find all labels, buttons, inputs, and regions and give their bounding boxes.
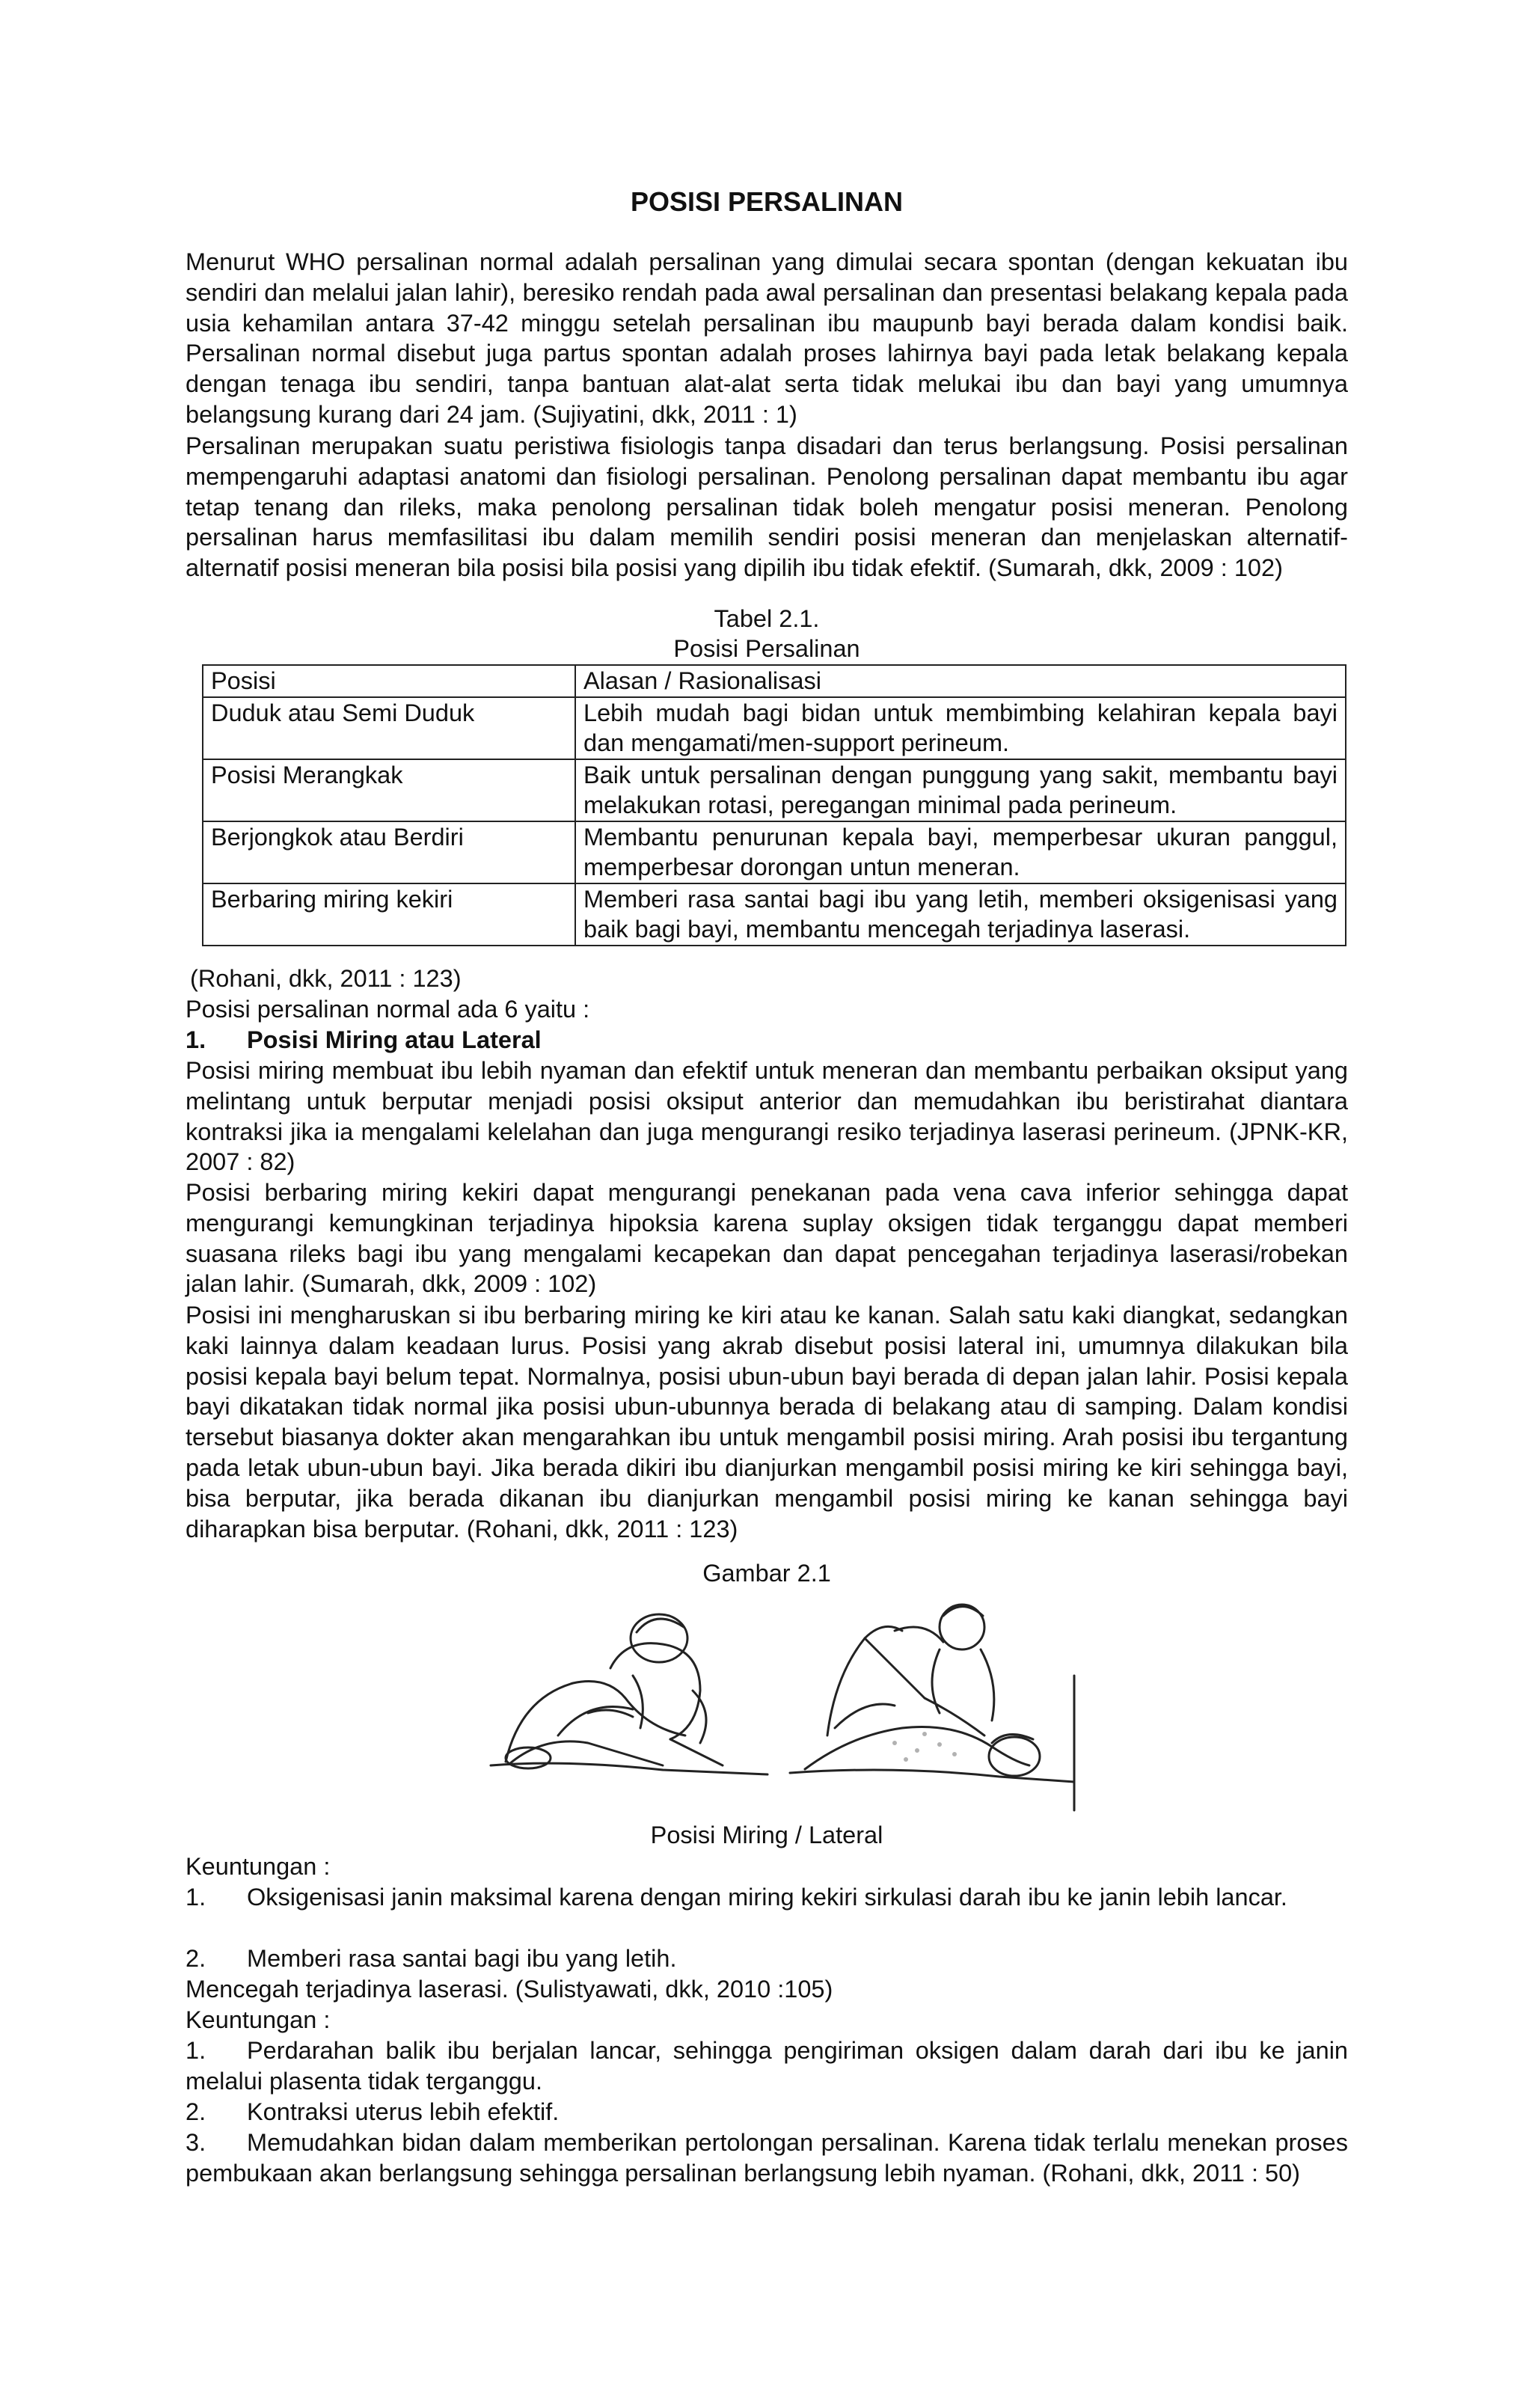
lateral-position-illustration: [476, 1586, 1089, 1818]
page-title: POSISI PERSALINAN: [630, 186, 904, 217]
figure-caption: Posisi Miring / Lateral: [650, 1822, 883, 1848]
table-row: [203, 821, 1346, 883]
list-text: Perdarahan balik ibu berjalan lancar, sehingga pengiriman oksigen dalam darah dari ibu ke janin melalui plasenta tidak terganggu.: [186, 2037, 1348, 2095]
list-text: Memudahkan bidan dalam memberikan pertolongan persalinan. Karena tidak terlalu menekan proses pembukaan akan berlangsung sehingga persalinan berlangsung lebih nyaman. (Rohani, dkk, 2011 : 50): [186, 2129, 1348, 2187]
table-row: [203, 883, 1346, 946]
list-text: Oksigenisasi janin maksimal karena dengan miring kekiri sirkulasi darah ibu ke janin lebih lancar.: [247, 1884, 1287, 1911]
list-item: [186, 2035, 1348, 2097]
list-item: [186, 2127, 1348, 2189]
table-cell-position: Berjongkok atau Berdiri: [203, 821, 575, 883]
table-row: [203, 759, 1346, 821]
section-paragraph-1: Posisi miring membuat ibu lebih nyaman dan efektif untuk meneran dan membantu perbaikan oksiput yang melintang untuk berputar menjadi posisi oksiput anterior dan memudahkan ibu beristirahat diantara kontraksi jika ia mengalami kelelahan dan juga mengurangi resiko terjadinya laserasi perineum. (JPNK-KR, 2007 : 82): [186, 1057, 1348, 1176]
intro-paragraph-2: Persalinan merupakan suatu peristiwa fisiologis tanpa disadari dan terus berlangsung. Posisi persalinan mempengaruhi adaptasi anatomi dan fisiologi persalinan. Penolong persalinan dapat membantu ibu agar tetap tenang dan rileks, maka penolong persalinan tidak boleh mengatur posisi meneran. Penolong persalinan harus memfasilitasi ibu dalam memilih sendiri posisi meneran dan menjelaskan alternatif-alternatif posisi meneran bila posisi bila posisi yang dipilih ibu tidak efektif. (Sumarah, dkk, 2009 : 102): [186, 432, 1348, 582]
advantages-label-1: Keuntungan :: [186, 1853, 331, 1880]
table-number: Tabel 2.1.: [714, 605, 820, 632]
table-source: (Rohani, dkk, 2011 : 123): [190, 965, 462, 992]
section-paragraph-2: Posisi berbaring miring kekiri dapat mengurangi penekanan pada vena cava inferior sehingga dapat mengurangi kemungkinan terjadinya hipoksia karena suplay oksigen tidak terganggu dapat memberi suasana rileks bagi ibu yang mengalami kecapekan dan dapat pencegahan terjadinya laserasi/robekan jalan lahir. (Sumarah, dkk, 2009 : 102): [186, 1179, 1348, 1298]
list-item: [186, 1882, 1348, 1913]
table-cell-reason: Baik untuk persalinan dengan punggung yang sakit, membantu bayi melakukan rotasi, peregangan minimal pada perineum.: [575, 759, 1346, 821]
list-item: [186, 1943, 1348, 1974]
section-title: Posisi Miring atau Lateral: [247, 1026, 542, 1053]
table-cell-reason: Memberi rasa santai bagi ibu yang letih, memberi oksigenisasi yang baik bagi bayi, membantu mencegah terjadinya laserasi.: [575, 883, 1346, 946]
count-line: Posisi persalinan normal ada 6 yaitu :: [186, 996, 590, 1023]
advantages-note: Mencegah terjadinya laserasi. (Sulistyawati, dkk, 2010 :105): [186, 1976, 833, 2003]
list-number: 1.: [186, 1884, 206, 1911]
figure-number: Gambar 2.1: [702, 1560, 831, 1587]
section-paragraph-3: Posisi ini mengharuskan si ibu berbaring miring ke kiri atau ke kanan. Salah satu kaki diangkat, sedangkan kaki lainnya dalam keadaan lurus. Posisi yang akrab disebut posisi lateral ini, umumnya dilakukan bila posisi kepala bayi belum tepat. Normalnya, posisi ubun-ubun bayi berada di depan jalan lahir. Posisi kepala bayi dikatakan tidak normal jika posisi ubun-ubunnya berada di belakang atau di samping. Dalam kondisi tersebut biasanya dokter akan mengarahkan ibu untuk mengambil posisi miring. Arah posisi ibu tergantung pada letak ubun-ubun bayi. Jika berada dikiri ibu dianjurkan mengambil posisi miring ke kiri sehingga bayi, bisa berputar, jika berada dikanan ibu dianjurkan mengambil posisi miring ke kanan sehingga bayi diharapkan bisa berputar. (Rohani, dkk, 2011 : 123): [186, 1302, 1348, 1542]
list-text: Memberi rasa santai bagi ibu yang letih.: [247, 1945, 677, 1972]
list-number: 1.: [186, 2037, 206, 2064]
table-caption: Posisi Persalinan: [673, 635, 860, 662]
section-number: 1.: [186, 1026, 206, 1053]
table-cell-reason: Membantu penurunan kepala bayi, memperbesar ukuran panggul, memperbesar dorongan untun meneran.: [575, 821, 1346, 883]
list-text: Kontraksi uterus lebih efektif.: [247, 2098, 560, 2125]
table-header-cell: Alasan / Rasionalisasi: [575, 665, 1346, 697]
table-header-row: [203, 665, 1346, 697]
table-row: [203, 697, 1346, 759]
list-item: [186, 2097, 1348, 2127]
list-number: 2.: [186, 2098, 206, 2125]
advantages-label-2: Keuntungan :: [186, 2006, 331, 2033]
section-heading: [186, 1025, 1348, 1056]
table-header-cell: Posisi: [203, 665, 575, 697]
list-number: 2.: [186, 1945, 206, 1972]
intro-paragraph-1: Menurut WHO persalinan normal adalah persalinan yang dimulai secara spontan (dengan kekuatan ibu sendiri dan melalui jalan lahir), beresiko rendah pada awal persalinan dan presentasi belakang kepala pada usia kehamilan antara 37-42 minggu setelah persalinan ibu maupunb bayi berada dalam kondisi baik. Persalinan normal disebut juga partus spontan adalah proses lahirnya bayi pada letak belakang kepala dengan tenaga ibu sendiri, tanpa bantuan alat-alat serta tidak melukai ibu dan bayi yang umumnya belangsung kurang dari 24 jam. (Sujiyatini, dkk, 2011 : 1): [186, 248, 1348, 428]
table-cell-reason: Lebih mudah bagi bidan untuk membimbing kelahiran kepala bayi dan mengamati/men-support perineum.: [575, 697, 1346, 759]
positions-table: [202, 664, 1346, 946]
list-number: 3.: [186, 2129, 206, 2156]
table-cell-position: Duduk atau Semi Duduk: [203, 697, 575, 759]
table-cell-position: Posisi Merangkak: [203, 759, 575, 821]
table-cell-position: Berbaring miring kekiri: [203, 883, 575, 946]
